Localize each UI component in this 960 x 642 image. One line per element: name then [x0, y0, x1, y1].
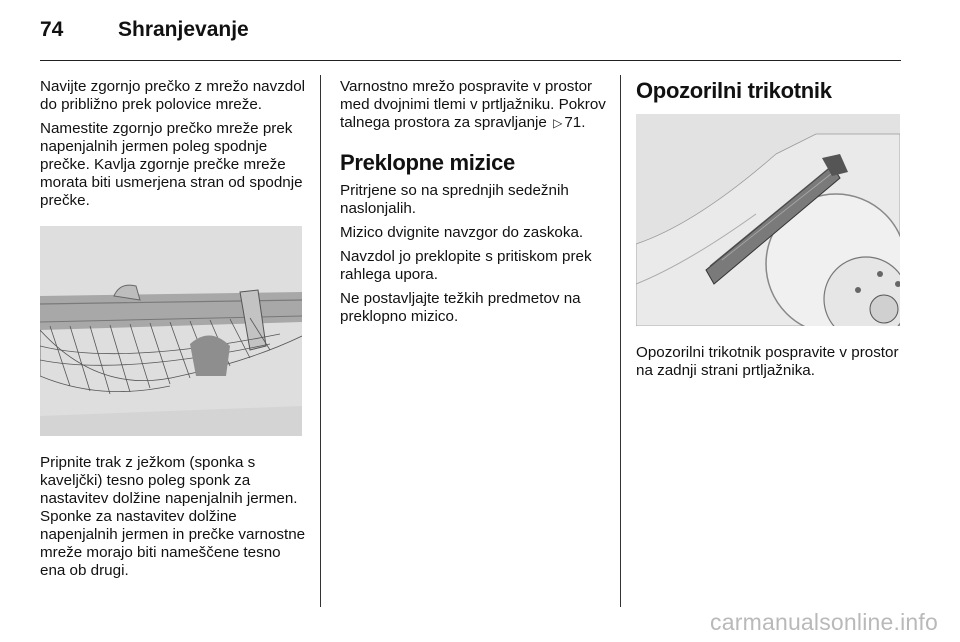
header-rule: [40, 60, 901, 61]
chapter-title: Shranjevanje: [118, 18, 249, 41]
safety-net-drawing: [40, 226, 302, 436]
paragraph: Ne postavljajte težkih predmetov na preklopno mizico.: [340, 290, 581, 325]
column-2: [340, 78, 606, 332]
section-heading: Preklopne mizice: [340, 150, 515, 175]
paragraph: [340, 78, 606, 132]
warning-triangle-drawing: [636, 114, 900, 326]
column-divider-1: [320, 75, 321, 607]
paragraph: Navijte zgornjo prečko z mrežo navzdol do približno prek polovice mreže.: [40, 78, 306, 113]
paragraph: Pritrjene so na sprednjih sedežnih naslonjalih.: [340, 182, 569, 217]
reference-arrow-icon: ▷: [553, 116, 563, 130]
column-divider-2: [620, 75, 621, 607]
paragraph: Namestite zgornjo prečko mreže prek napenjalnih jermen poleg spodnje prečke. Kavlja zgornje prečke mreže morata biti usmerjena stran od spodnje prečke.: [40, 120, 303, 209]
warning-triangle-illustration: [636, 114, 900, 326]
page-header: [40, 18, 249, 46]
column-1: [40, 78, 306, 586]
paragraph: Opozorilni trikotnik pospravite v prostor na zadnji strani prtljažnika.: [636, 344, 899, 379]
paragraph: Navzdol jo preklopite s pritiskom prek rahlega upora.: [340, 248, 592, 283]
paragraph: Pripnite trak z ježkom (sponka s kaveljčki) tesno poleg sponk za nastavitev dolžine napenjalnih jermen. Sponke za nastavitev dolžine napenjalnih jermen in prečke varnostne mreže morajo biti nameščene tesno ena ob drugi.: [40, 454, 306, 579]
page-reference: 71.: [564, 114, 586, 131]
page-number: 74: [40, 18, 64, 41]
column-3: [636, 78, 902, 386]
section-heading: Opozorilni trikotnik: [636, 78, 832, 103]
paragraph: Mizico dvignite navzgor do zaskoka.: [340, 224, 584, 241]
watermark: carmanualsonline.info: [710, 609, 938, 635]
paragraph-text: Varnostno mrežo pospravite v prostor med dvojnimi tlemi v prtljažniku. Pokrov talnega prostora za spravljanje: [340, 78, 606, 131]
safety-net-illustration: [40, 226, 302, 436]
